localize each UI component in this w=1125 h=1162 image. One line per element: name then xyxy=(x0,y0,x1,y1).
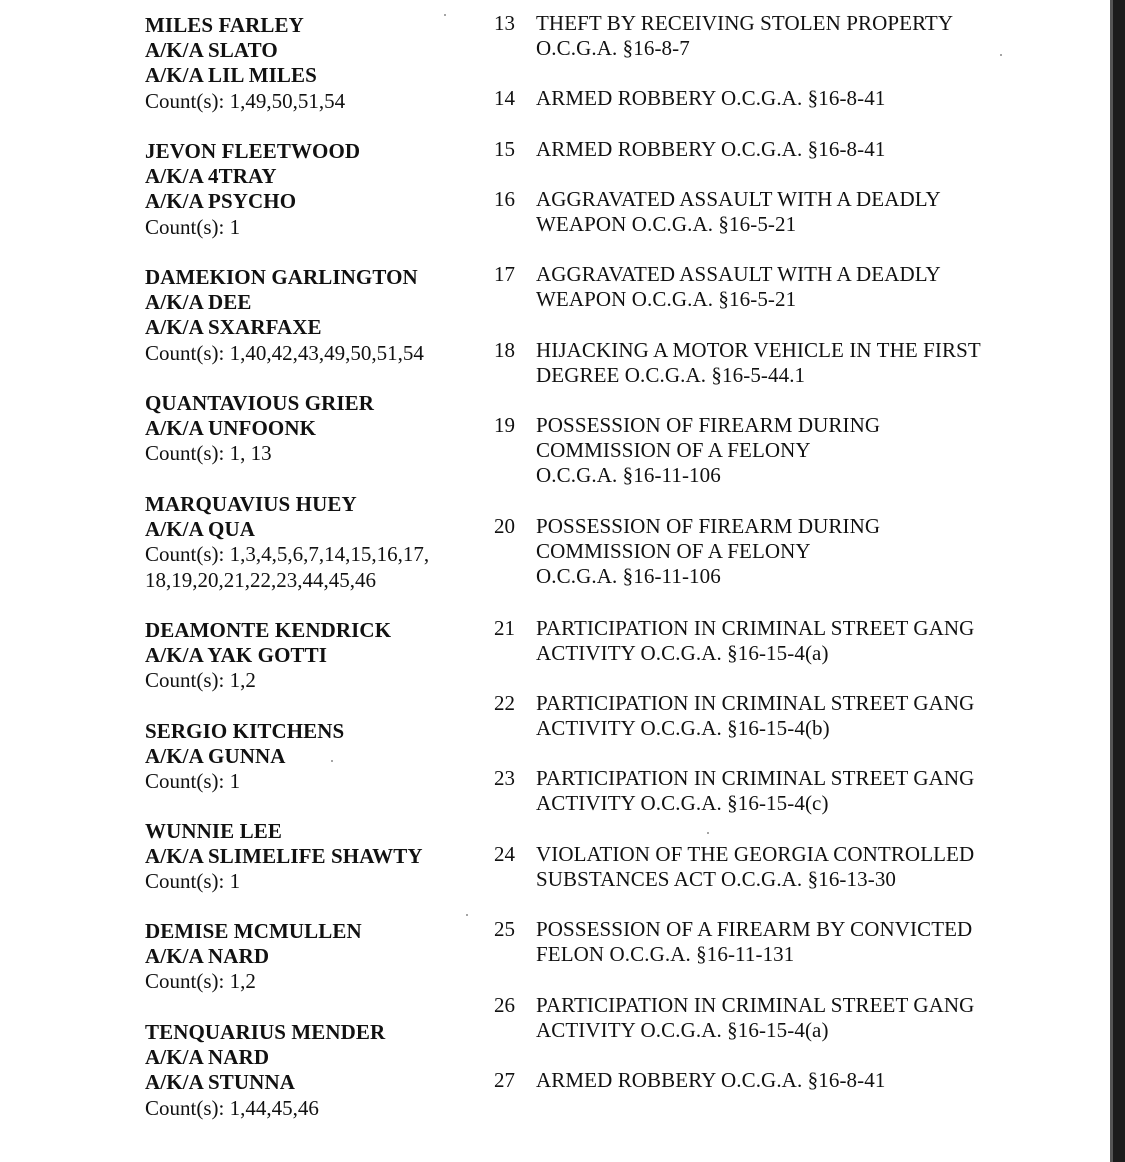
defendant-name: TENQUARIUS MENDER xyxy=(145,1020,386,1044)
charge-description: VIOLATION OF THE GEORGIA CONTROLLED xyxy=(536,842,975,866)
charge-description: PARTICIPATION IN CRIMINAL STREET GANG xyxy=(536,616,975,640)
defendant-alias: A/K/A DEE xyxy=(145,290,252,315)
charge-description: ACTIVITY O.C.G.A. §16-15-4(c) xyxy=(536,791,829,816)
defendant-alias: A/K/A 4TRAY xyxy=(145,164,277,189)
charge-description: O.C.G.A. §16-11-106 xyxy=(536,564,721,589)
charge-description: O.C.G.A. §16-11-106 xyxy=(536,463,721,488)
defendant-alias: A/K/A UNFOONK xyxy=(145,416,317,441)
charge-entry xyxy=(480,514,1076,590)
defendant-name: MARQUAVIUS HUEY xyxy=(145,492,357,516)
charge-description: ARMED ROBBERY O.C.G.A. §16-8-41 xyxy=(536,1068,886,1092)
charge-description: POSSESSION OF A FIREARM BY CONVICTED xyxy=(536,917,973,941)
defendant-alias: A/K/A QUA xyxy=(145,517,255,542)
defendant-name: DEMISE MCMULLEN xyxy=(145,919,362,943)
defendant-entry xyxy=(145,265,475,366)
defendant-counts: Count(s): 1, 13 xyxy=(145,441,272,466)
scan-speck xyxy=(466,914,468,916)
defendant-counts: Count(s): 1,40,42,43,49,50,51,54 xyxy=(145,340,424,365)
defendant-name: QUANTAVIOUS GRIER xyxy=(145,391,375,415)
charge-description: ACTIVITY O.C.G.A. §16-15-4(a) xyxy=(536,641,829,666)
defendant-alias: A/K/A NARD xyxy=(145,944,270,969)
charge-description: PARTICIPATION IN CRIMINAL STREET GANG xyxy=(536,993,975,1017)
defendant-alias: A/K/A GUNNA xyxy=(145,744,286,769)
charge-description: WEAPON O.C.G.A. §16-5-21 xyxy=(536,212,797,237)
charge-number: 19 xyxy=(494,413,515,437)
defendant-alias: A/K/A SLATO xyxy=(145,38,278,63)
defendant-name: DAMEKION GARLINGTON xyxy=(145,265,418,289)
charge-entry xyxy=(480,413,1076,489)
charge-description: PARTICIPATION IN CRIMINAL STREET GANG xyxy=(536,691,975,715)
scan-speck xyxy=(1000,54,1002,56)
scan-edge xyxy=(1110,0,1125,1162)
defendant-entry xyxy=(145,492,475,593)
defendant-alias: A/K/A PSYCHO xyxy=(145,189,297,214)
charge-entry xyxy=(480,616,1076,666)
charge-number: 23 xyxy=(494,766,515,790)
scan-speck xyxy=(331,760,333,762)
charge-number: 15 xyxy=(494,137,515,161)
scan-speck xyxy=(444,14,446,16)
charge-entry xyxy=(480,766,1076,816)
charge-description: COMMISSION OF A FELONY xyxy=(536,438,811,463)
charge-description: ACTIVITY O.C.G.A. §16-15-4(a) xyxy=(536,1018,829,1043)
defendant-entry xyxy=(145,618,475,694)
defendant-counts: Count(s): 1,44,45,46 xyxy=(145,1095,319,1120)
defendant-alias: A/K/A LIL MILES xyxy=(145,63,317,88)
charge-number: 24 xyxy=(494,842,515,866)
charge-entry xyxy=(480,993,1076,1043)
charge-number: 13 xyxy=(494,11,515,35)
charge-number: 14 xyxy=(494,86,515,110)
defendant-alias: A/K/A YAK GOTTI xyxy=(145,643,327,668)
charge-description: HIJACKING A MOTOR VEHICLE IN THE FIRST xyxy=(536,338,981,362)
defendant-name: WUNNIE LEE xyxy=(145,819,282,843)
defendant-counts: Count(s): 1 xyxy=(145,769,241,794)
defendant-counts: Count(s): 1 xyxy=(145,869,241,894)
charge-entry xyxy=(480,262,1076,312)
charge-entry xyxy=(480,187,1076,237)
charge-description: AGGRAVATED ASSAULT WITH A DEADLY xyxy=(536,187,941,211)
defendant-alias: A/K/A SXARFAXE xyxy=(145,315,322,340)
charge-description: SUBSTANCES ACT O.C.G.A. §16-13-30 xyxy=(536,867,897,892)
charge-entry xyxy=(480,137,1076,162)
scan-speck xyxy=(707,832,709,834)
charge-entry xyxy=(480,691,1076,741)
defendant-counts: Count(s): 1,3,4,5,6,7,14,15,16,17, xyxy=(145,542,430,567)
charge-entry xyxy=(480,1068,1076,1093)
defendant-counts: Count(s): 1,2 xyxy=(145,969,256,994)
defendant-entry xyxy=(145,819,475,895)
defendant-entry xyxy=(145,13,475,114)
defendant-alias: A/K/A NARD xyxy=(145,1045,270,1070)
defendant-name: DEAMONTE KENDRICK xyxy=(145,618,392,642)
charge-description: THEFT BY RECEIVING STOLEN PROPERTY xyxy=(536,11,954,35)
defendant-alias: A/K/A SLIMELIFE SHAWTY xyxy=(145,844,423,869)
charge-description: AGGRAVATED ASSAULT WITH A DEADLY xyxy=(536,262,941,286)
defendant-counts: Count(s): 1 xyxy=(145,214,241,239)
defendant-entry xyxy=(145,391,475,467)
charge-description: ACTIVITY O.C.G.A. §16-15-4(b) xyxy=(536,716,830,741)
charge-description: ARMED ROBBERY O.C.G.A. §16-8-41 xyxy=(536,137,886,161)
charge-number: 16 xyxy=(494,187,515,211)
charge-number: 20 xyxy=(494,514,515,538)
charge-entry xyxy=(480,86,1076,111)
defendant-name: JEVON FLEETWOOD xyxy=(145,139,361,163)
defendant-entry xyxy=(145,1020,475,1121)
defendant-entry xyxy=(145,139,475,240)
charge-number: 27 xyxy=(494,1068,515,1092)
defendant-alias: A/K/A STUNNA xyxy=(145,1070,295,1095)
charge-number: 22 xyxy=(494,691,515,715)
defendant-counts: Count(s): 1,2 xyxy=(145,668,256,693)
defendant-name: SERGIO KITCHENS xyxy=(145,719,345,743)
defendant-name: MILES FARLEY xyxy=(145,13,304,37)
charge-description: ARMED ROBBERY O.C.G.A. §16-8-41 xyxy=(536,86,886,110)
charge-number: 26 xyxy=(494,993,515,1017)
charge-description: POSSESSION OF FIREARM DURING xyxy=(536,514,881,538)
defendant-entry xyxy=(145,719,475,795)
charge-description: COMMISSION OF A FELONY xyxy=(536,539,811,564)
charge-description: DEGREE O.C.G.A. §16-5-44.1 xyxy=(536,363,806,388)
charge-entry xyxy=(480,917,1076,967)
charge-number: 18 xyxy=(494,338,515,362)
defendant-entry xyxy=(145,919,475,995)
charge-description: PARTICIPATION IN CRIMINAL STREET GANG xyxy=(536,766,975,790)
charge-entry xyxy=(480,338,1076,388)
charge-number: 25 xyxy=(494,917,515,941)
charge-description: FELON O.C.G.A. §16-11-131 xyxy=(536,942,795,967)
charge-number: 17 xyxy=(494,262,515,286)
charge-description: WEAPON O.C.G.A. §16-5-21 xyxy=(536,287,797,312)
charge-entry xyxy=(480,842,1076,892)
charge-entry xyxy=(480,11,1076,61)
charge-description: O.C.G.A. §16-8-7 xyxy=(536,36,690,61)
charge-description: POSSESSION OF FIREARM DURING xyxy=(536,413,881,437)
defendant-counts: 18,19,20,21,22,23,44,45,46 xyxy=(145,567,376,592)
defendant-counts: Count(s): 1,49,50,51,54 xyxy=(145,88,346,113)
charge-number: 21 xyxy=(494,616,515,640)
